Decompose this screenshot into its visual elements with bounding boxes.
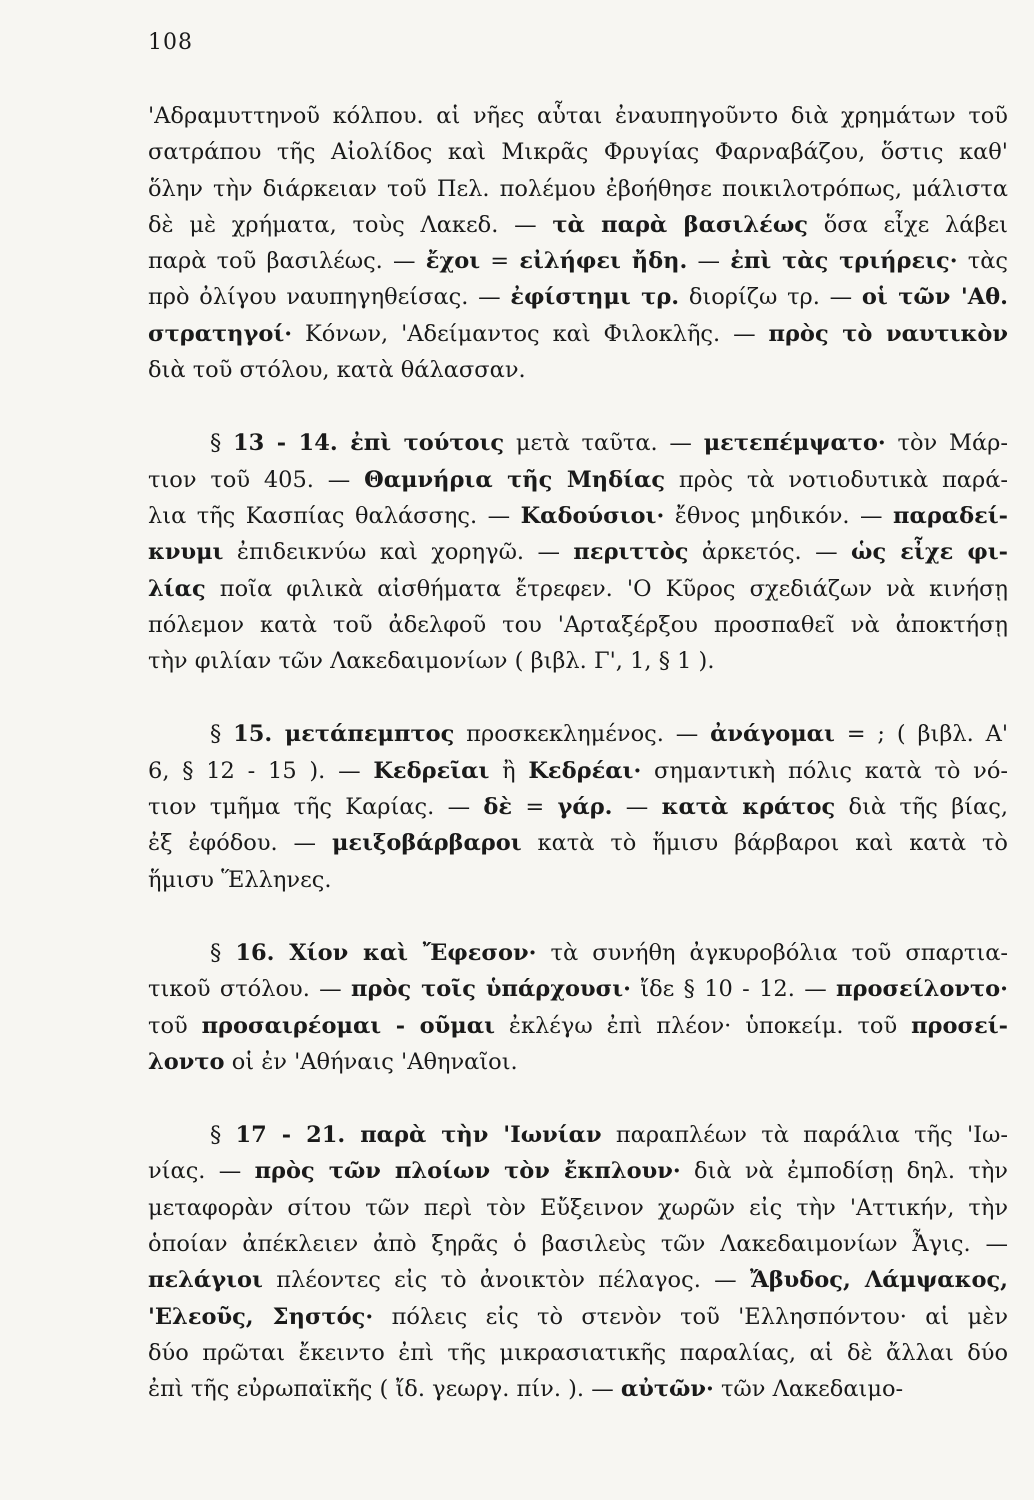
text-line (148, 498, 1008, 534)
bold-term: Καδούσιοι· (520, 502, 665, 529)
bold-term: δὲ (483, 794, 513, 821)
text-segment: = (512, 794, 558, 821)
text-segment: ἐπὶ τῆς εὐρωπαϊκῆς ( ἴδ. γεωργ. πίν. ). — (148, 1376, 621, 1403)
text-line (148, 316, 1008, 352)
body-text (148, 98, 1008, 1408)
text-line (148, 1371, 1008, 1407)
text-segment: ἀρκετός. — (688, 539, 852, 566)
text-line (148, 935, 1008, 971)
bold-term: μετεπέμψατο· (703, 430, 886, 457)
text-segment: ἥμισυ Ἕλληνες. (148, 866, 332, 893)
bold-term: ὡς εἶχε φι- (851, 539, 1008, 566)
text-segment: σημαντικὴ πόλις κατὰ τὸ νό- (641, 757, 1008, 784)
bold-term: Κεδρεῖαι (373, 757, 490, 784)
text-segment: τῶν Λακεδαιμο- (713, 1376, 904, 1403)
bold-term: ἐπὶ τὰς τριήρεις· (730, 248, 958, 275)
text-segment: ἴδε § 10 - 12. — (630, 976, 837, 1003)
bold-term: 17 - 21. παρὰ τὴν 'Ιωνίαν (235, 1122, 602, 1149)
text-line (148, 825, 1008, 861)
page-number: 108 (148, 30, 193, 55)
text-segment: διὰ τῆς βίας, (835, 794, 1008, 821)
text-segment: διὰ τοῦ στόλου, κατὰ θάλασσαν. (148, 357, 526, 384)
text-line (148, 1153, 1008, 1189)
text-segment: πρὸς τὰ νοτιοδυτικὰ παρά- (665, 466, 1008, 493)
bold-term: αὐτῶν· (620, 1376, 714, 1403)
text-segment: οἱ ἐν 'Αθήναις 'Αθηναῖοι. (224, 1048, 518, 1075)
paragraph (148, 1117, 1008, 1407)
bold-term: προσείλοντο· (836, 976, 1008, 1003)
text-line (148, 462, 1008, 498)
bold-term: πρὸς τοῖς ὑπάρχουσι· (351, 976, 631, 1003)
paragraph-gap (148, 898, 1008, 935)
text-line (148, 1044, 1008, 1080)
paragraph (148, 935, 1008, 1080)
text-line (148, 98, 1008, 134)
text-segment: τιον τοῦ 405. — (148, 466, 365, 493)
text-segment: = (480, 248, 520, 275)
text-line (148, 716, 1008, 752)
text-segment: σατράπου τῆς Αἰολίδος καὶ Μικρᾶς Φρυγίας Φαρναβάζου, ὅστις καθ' (148, 139, 1008, 166)
text-segment: § (210, 721, 234, 748)
bold-term: τὰ παρὰ βασιλέως (552, 211, 808, 238)
text-segment: μετὰ ταῦτα. — (504, 430, 704, 457)
text-segment: λια τῆς Κασπίας θαλάσσης. — (148, 502, 521, 529)
text-line (148, 1117, 1008, 1153)
text-line (148, 1226, 1008, 1262)
text-segment: κατὰ τὸ ἥμισυ βάρβαροι καὶ κατὰ τὸ (521, 830, 1008, 857)
text-line (148, 207, 1008, 243)
bold-term: 'Ελεοῦς, Σηστός· (148, 1303, 374, 1330)
paragraph (148, 425, 1008, 679)
text-segment: ὁποίαν ἀπέκλειεν ἀπὸ ξηρᾶς ὁ βασιλεὺς τῶν Λακεδαιμονίων Ἆγις. — (148, 1231, 1008, 1258)
text-segment: δὲ μὲ χρήματα, τοὺς Λακεδ. — (148, 211, 553, 238)
text-line (148, 352, 1008, 388)
text-segment: προσκεκλημένος. — (454, 721, 711, 748)
bold-term: Κεδρέαι· (528, 757, 642, 784)
text-segment: πόλεις εἰς τὸ στενὸν τοῦ 'Ελλησπόντου· αἱ μὲν (373, 1303, 1008, 1330)
text-segment: πλέοντες εἰς τὸ ἀνοικτὸν πέλαγος. — (262, 1267, 751, 1294)
text-line (148, 243, 1008, 279)
paragraph-gap (148, 1080, 1008, 1117)
bold-term: ἔχοι (425, 248, 481, 275)
text-line (148, 279, 1008, 315)
bold-term: εἰλήφει ἤδη. (519, 248, 688, 275)
bold-term: πρὸς τὸ ναυτικὸν (768, 320, 1009, 347)
text-segment: 6, § 12 - 15 ). — (148, 757, 374, 784)
text-segment: πόλεμον κατὰ τοῦ ἀδελφοῦ του 'Αρταξέρξου προσπαθεῖ νὰ ἀποκτήσῃ (148, 611, 1008, 638)
text-segment: τὰ συνήθη ἀγκυροβόλια τοῦ σπαρτια- (536, 939, 1008, 966)
text-segment: ἐπιδεικνύω καὶ χορηγῶ. — (223, 539, 574, 566)
bold-term: ἀνάγομαι (710, 721, 835, 748)
text-line (148, 1008, 1008, 1044)
text-segment: τὸν Μάρ- (885, 430, 1009, 457)
text-segment: § (210, 1122, 236, 1149)
text-segment: ποῖα φιλικὰ αἰσθήματα ἔτρεφεν. 'Ο Κῦρος σχεδιάζων νὰ κινήσῃ (205, 575, 1008, 602)
text-segment: τιον τμῆμα τῆς Καρίας. — (148, 794, 484, 821)
bold-term: στρατηγοί· (148, 320, 293, 347)
text-line (148, 425, 1008, 461)
text-segment: ἢ (489, 757, 529, 784)
bold-term: γάρ. (557, 794, 613, 821)
text-line (148, 607, 1008, 643)
text-line (148, 753, 1008, 789)
bold-term: κνυμι (148, 539, 224, 566)
text-line (148, 1335, 1008, 1371)
bold-term: Ἄβυδος, Λάμψακος, (750, 1267, 1008, 1294)
text-segment: § (210, 430, 234, 457)
bold-term: περιττὸς (573, 539, 689, 566)
text-segment: § (210, 939, 236, 966)
bold-term: λοντο (148, 1048, 225, 1075)
text-segment: — (687, 248, 731, 275)
text-segment: Κόνων, 'Αδείμαντος καὶ Φιλοκλῆς. — (292, 320, 769, 347)
text-segment: παρὰ τοῦ βασιλέως. — (148, 248, 426, 275)
text-segment: = ; ( βιβλ. Α' (834, 721, 1009, 748)
text-line (148, 862, 1008, 898)
text-line (148, 134, 1008, 170)
text-line (148, 171, 1008, 207)
text-segment: ὅλην τὴν διάρκειαν τοῦ Πελ. πολέμου ἐβοήθησε ποικιλοτρόπως, μάλιστα (148, 175, 1008, 202)
paragraph-gap (148, 679, 1008, 716)
bold-term: 16. Χίον καὶ Ἔφεσον· (235, 939, 537, 966)
bold-term: προσαιρέομαι - οῦμαι (201, 1012, 495, 1039)
text-segment: τικοῦ στόλου. — (148, 976, 352, 1003)
text-segment: μεταφορὰν σίτου τῶν περὶ τὸν Εὔξεινον χωρῶν εἰς τὴν 'Αττικήν, τὴν (148, 1194, 1008, 1221)
text-segment: 'Αδραμυττηνοῦ κόλπου. αἱ νῆες αὗται ἐναυπηγοῦντο διὰ χρημάτων τοῦ (148, 103, 1008, 129)
text-segment: δύο πρῶται ἔκειντο ἐπὶ τῆς μικρασιατικῆς παραλίας, αἱ δὲ ἄλλαι δύο (148, 1339, 1008, 1366)
bold-term: παραδεί- (893, 502, 1009, 529)
text-line (148, 571, 1008, 607)
text-line (148, 1262, 1008, 1298)
bold-term: πελάγιοι (148, 1267, 263, 1294)
text-segment: διορίζω τρ. — (679, 284, 862, 311)
text-segment: τὰς (957, 248, 1008, 275)
text-segment: ἐξ ἐφόδου. — (148, 830, 332, 857)
text-segment: τὴν φιλίαν τῶν Λακεδαιμονίων ( βιβλ. Γ', 1, § 1 ). (148, 648, 715, 675)
bold-term: λίας (148, 575, 206, 602)
text-line (148, 1299, 1008, 1335)
text-line (148, 789, 1008, 825)
text-segment: παραπλέων τὰ παράλια τῆς 'Ιω- (601, 1122, 1008, 1149)
text-line (148, 534, 1008, 570)
text-segment: πρὸ ὀλίγου ναυπηγηθείσας. — (148, 284, 511, 311)
text-segment: — (612, 794, 662, 821)
text-segment: ἐκλέγω ἐπὶ πλέον· ὑποκείμ. τοῦ (494, 1012, 912, 1039)
bold-term: 13 - 14. ἐπὶ τούτοις (233, 430, 505, 457)
text-line (148, 971, 1008, 1007)
bold-term: προσεί- (911, 1012, 1009, 1039)
text-line (148, 1190, 1008, 1226)
paragraph-gap (148, 388, 1008, 425)
text-segment: νίας. — (148, 1158, 255, 1185)
text-segment: ἔθνος μηδικόν. — (664, 502, 894, 529)
text-segment: διὰ νὰ ἐμποδίσῃ δηλ. τὴν (680, 1158, 1008, 1185)
paragraph (148, 716, 1008, 897)
bold-term: οἱ τῶν 'Αθ. (861, 284, 1009, 311)
text-segment: τοῦ (148, 1012, 202, 1039)
text-line (148, 643, 1008, 679)
bold-term: κατὰ κράτος (661, 794, 836, 821)
bold-term: 15. μετάπεμπτος (233, 721, 455, 748)
paragraph (148, 98, 1008, 388)
bold-term: μειξοβάρβαροι (331, 830, 522, 857)
bold-term: ἐφίστημι τρ. (510, 284, 680, 311)
bold-term: Θαμνήρια τῆς Μηδίας (364, 466, 666, 493)
bold-term: πρὸς τῶν πλοίων τὸν ἔκπλουν· (254, 1158, 681, 1185)
text-segment: ὅσα εἶχε λάβει (807, 211, 1008, 238)
